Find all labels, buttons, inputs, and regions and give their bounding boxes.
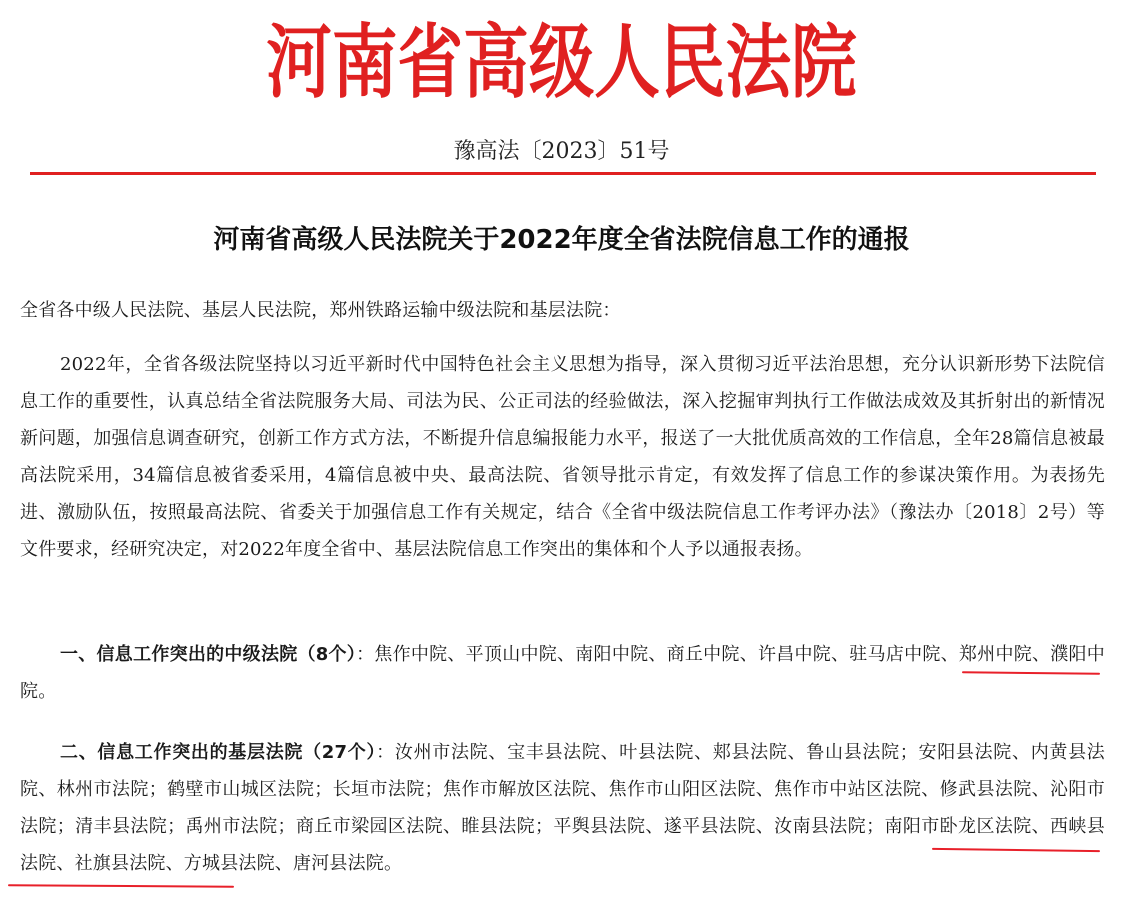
red-divider-line [30,172,1096,175]
section1-content: ：焦作中院、平顶山中院、南阳中院、商丘中院、许昌中院、驻马店中院、郑州中院、濮阳中院。 [20,644,1105,702]
section2-content: ：汝州市法院、宝丰县法院、叶县法院、郏县法院、鲁山县法院；安阳县法院、内黄县法院、林州市法院；鹤壁市山城区法院；长垣市法院；焦作市解放区法院、焦作市山阳区法院、焦作市中站区法院、修武县法院、沁阳市法院；清丰县法院；禹州市法院；商丘市梁园区法院、睢县法院；平舆县法院、遂平县法院、汝南县法院；南阳市卧龙区法院、西峡县法院、社旗县法院、方城县法院、唐河县法院。 [20,742,1106,874]
section2-heading: 二、信息工作突出的基层法院（27个） [60,742,377,763]
masthead-title: 河南省高级人民法院 [266,16,857,109]
document-number: 豫高法〔2023〕51号 [453,139,670,164]
notice-title: 河南省高级人民法院关于2022年度全省法院信息工作的通报 [213,225,910,255]
section-basic-courts [20,734,1105,882]
annotation-underline-runan [8,884,234,888]
salutation: 全省各中级人民法院、基层人民法院，郑州铁路运输中级法院和基层法院： [20,300,621,321]
section1-heading: 一、信息工作突出的中级法院（8个） [60,644,357,665]
body-paragraph: 2022年，全省各级法院坚持以习近平新时代中国特色社会主义思想为指导，深入贯彻习近平法治思想，充分认识新形势下法院信息工作的重要性，认真总结全省法院服务大局、司法为民、公正司法的经验做法，深入挖掘审判执行工作做法成效及其折射出的新情况新问题，加强信息调查研究，创新工作方式方法，不断提升信息编报能力水平，报送了一大批优质高效的工作信息，全年28篇信息被最高法院采用，34篇信息被省委采用，4篇信息被中央、最高法院、省领导批示肯定，有效发挥了信息工作的参谋决策作用。为表扬先进、激励队伍，按照最高法院、省委关于加强信息工作有关规定，结合《全省中级法院信息工作考评办法》（豫法办〔2018〕2号）等文件要求，经研究决定，对2022年度全省中、基层法院信息工作突出的集体和个人予以通报表扬。 [20,354,1105,560]
section-intermediate-courts [20,636,1105,710]
